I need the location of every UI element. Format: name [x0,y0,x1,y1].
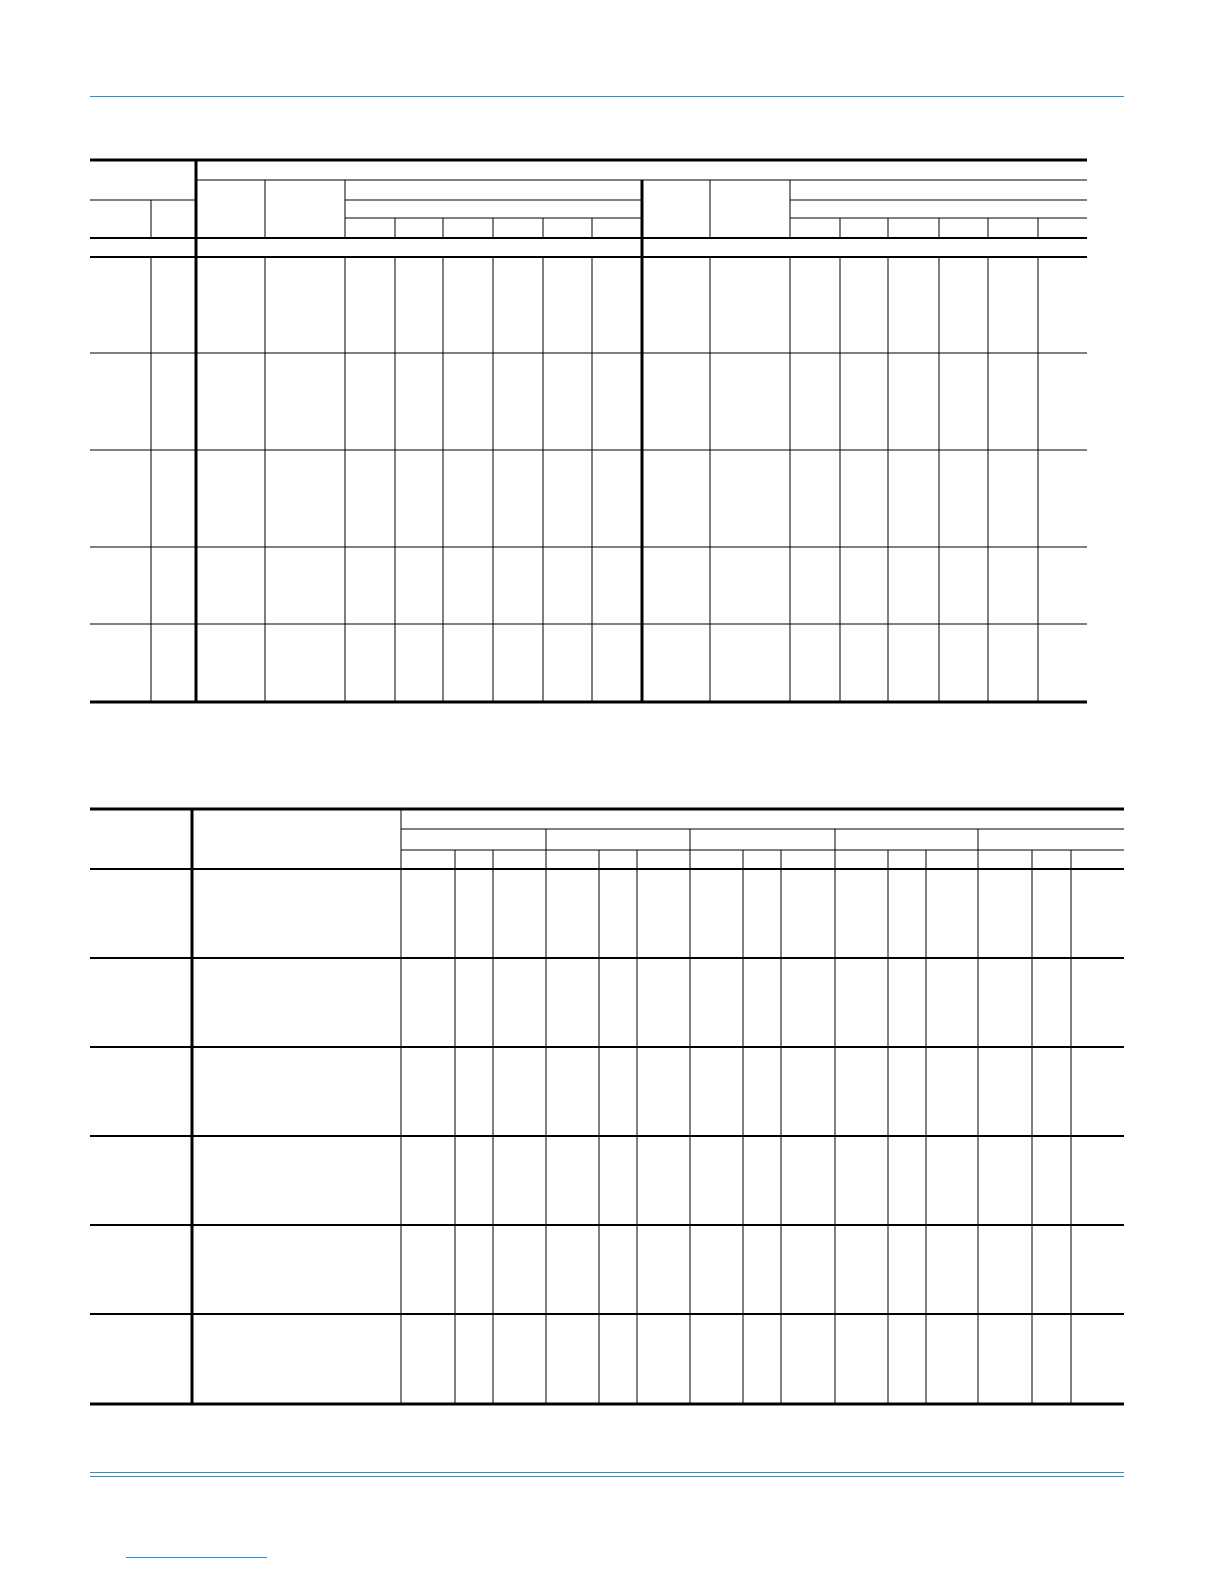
footer-tab-rule [126,1557,267,1558]
footer-rule-secondary [90,1476,1124,1477]
footer-rule [90,1472,1124,1473]
